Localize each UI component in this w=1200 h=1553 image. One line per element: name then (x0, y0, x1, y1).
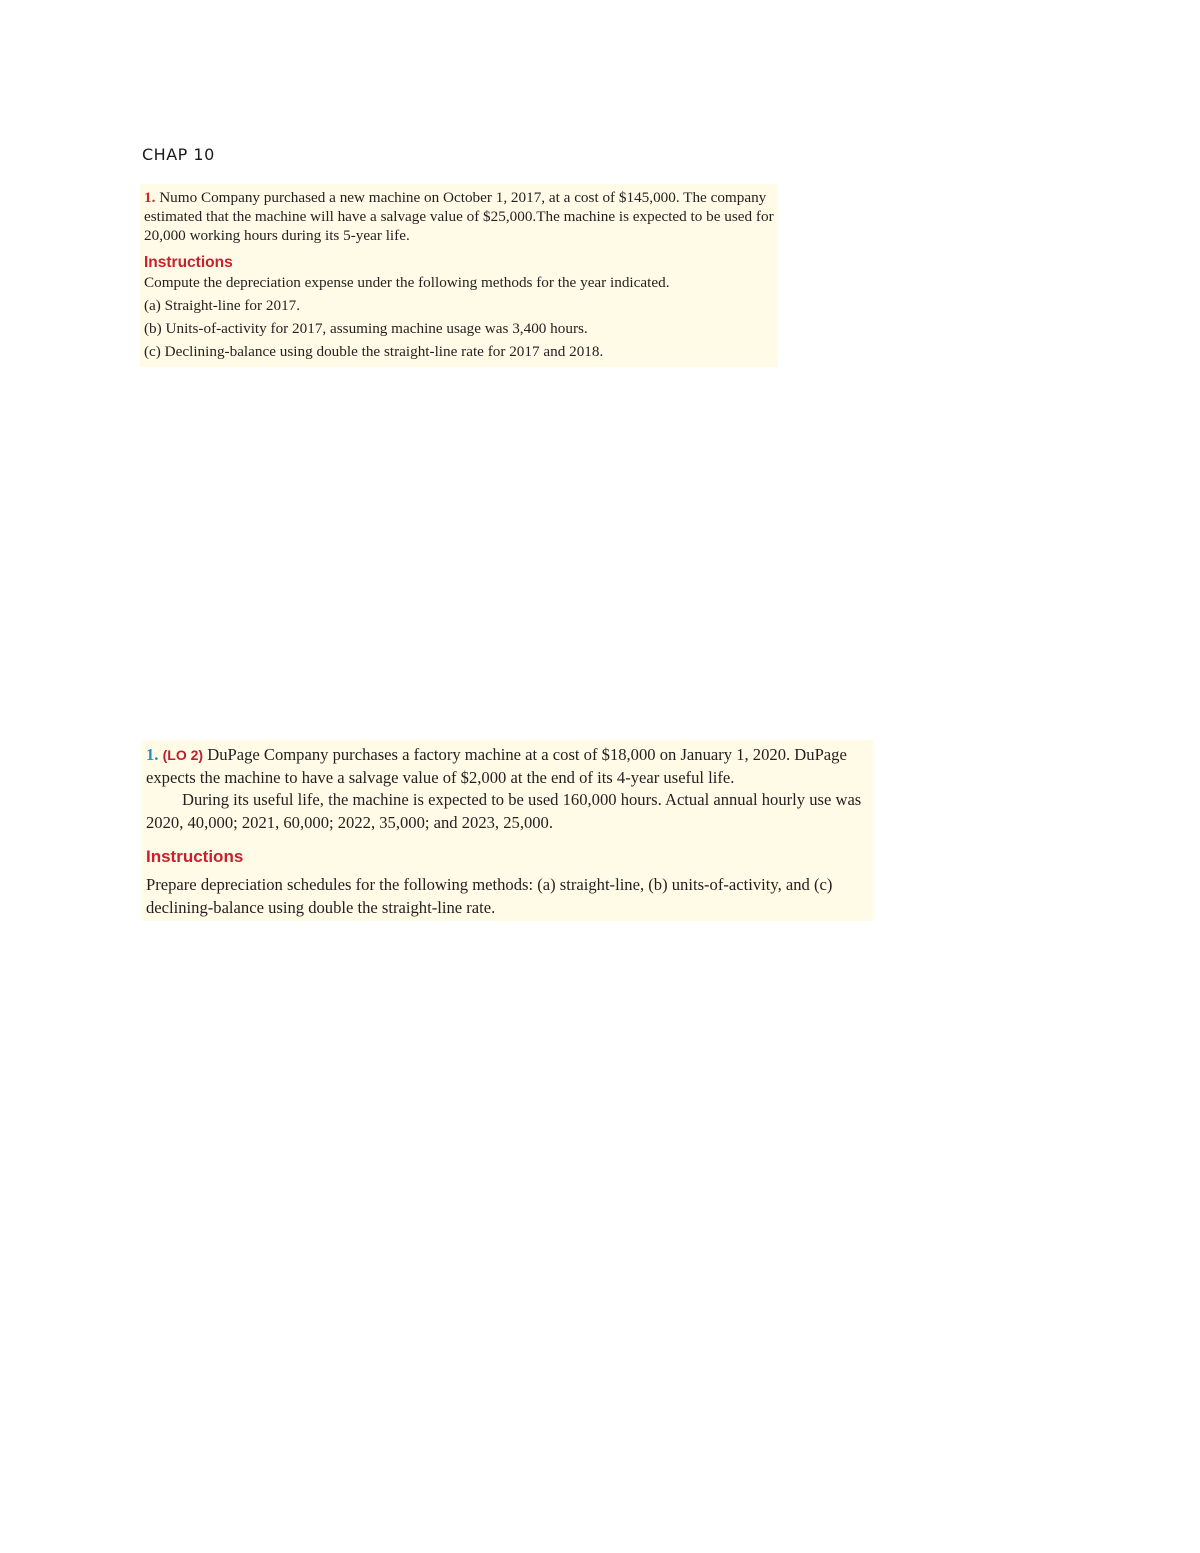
problem-1-item-c: (c) Declining-balance using double the straight-line rate for 2017 and 2018. (144, 343, 604, 360)
problem-1-instructions-heading: Instructions (144, 254, 233, 271)
problem-1-instructions-text: Compute the depreciation expense under the following methods for the year indicated. (144, 274, 670, 291)
problem-1-item-b: (b) Units-of-activity for 2017, assuming machine usage was 3,400 hours. (144, 320, 588, 337)
problem-2-instructions-heading: Instructions (146, 847, 244, 866)
problem-2-statement (146, 744, 869, 789)
problem-1-number: 1. (144, 189, 156, 206)
problem-1-statement-text: Numo Company purchased a new machine on October 1, 2017, at a cost of $145,000. The company estimated that the machine will have a salvage value of $25,000.The machine is expected to be used for 20,000 working hours during its 5-year life. (144, 189, 774, 244)
problem-2-instructions-text: Prepare depreciation schedules for the following methods: (a) straight-line, (b) units-of-activity, and (c) declining-balance using double the straight-line rate. (146, 875, 833, 917)
problem-2-statement-text: DuPage Company purchases a factory machine at a cost of $18,000 on January 1, 2020. DuPage expects the machine to have a salvage value of $2,000 at the end of its 4-year useful life. (146, 745, 847, 787)
problem-1-statement (144, 188, 774, 245)
problem-1-box (140, 184, 778, 367)
problem-2-box (142, 740, 873, 921)
problem-1-item-a: (a) Straight-line for 2017. (144, 297, 301, 314)
problem-2-number: 1. (146, 745, 159, 764)
problem-2-lo-tag: (LO 2) (162, 747, 204, 763)
page-title: CHAP 10 (142, 145, 215, 164)
problem-2-statement-continued: During its useful life, the machine is expected to be used 160,000 hours. Actual annual hourly use was 2020, 40,000; 2021, 60,000; 2022, 35,000; and 2023, 25,000. (146, 790, 862, 832)
